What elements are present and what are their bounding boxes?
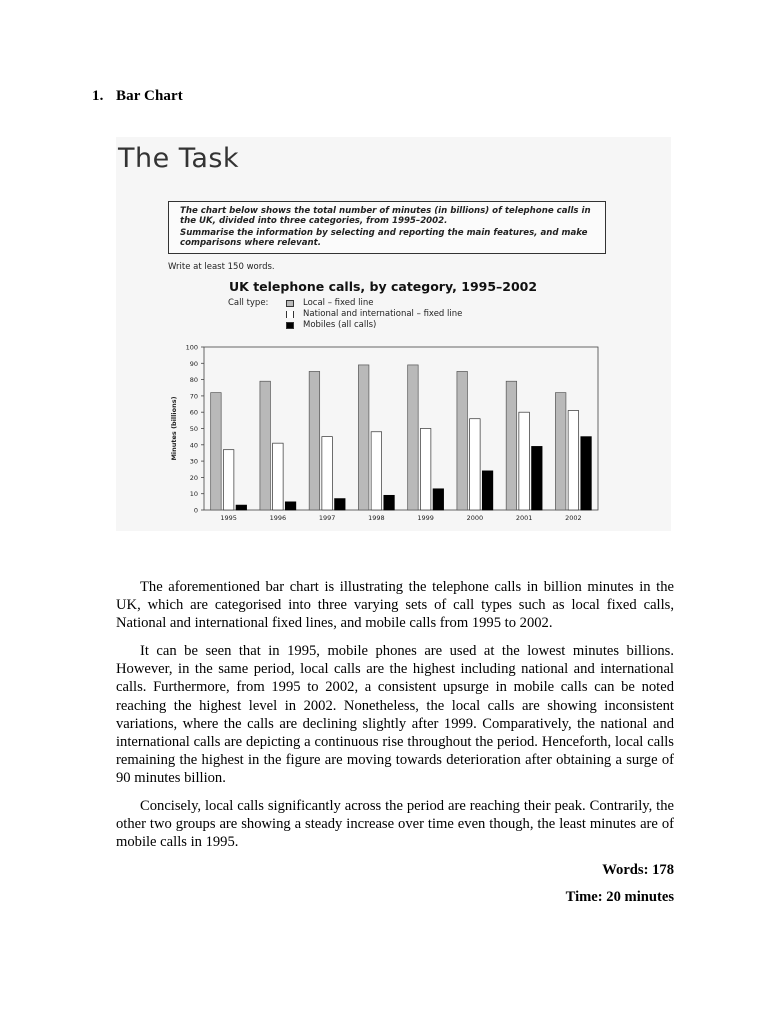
bar-mobile: [581, 437, 592, 510]
task-prompt-description: The chart below shows the total number of minutes (in billions) of telephone calls in the UK, divided into three categories, from 1995–2002.: [180, 206, 591, 226]
bar-local: [506, 381, 517, 510]
bar-national: [322, 437, 333, 510]
y-tick-label: 100: [185, 343, 198, 352]
task-image: [116, 137, 671, 531]
y-tick-label: 0: [193, 506, 198, 515]
word-count: Words: 178: [602, 862, 674, 878]
essay-paragraph-3: Concisely, local calls significantly across the period are reaching their peak. Contrarily, the other two groups are showing a steady increase over time even though, the least minutes are of mobile calls in 1995.: [116, 798, 674, 851]
y-tick-label: 90: [189, 359, 198, 368]
bar-mobile: [482, 471, 493, 510]
essay-body: [116, 578, 674, 861]
x-tick-label: 2000: [466, 514, 484, 522]
x-tick-label: 1999: [417, 514, 434, 522]
essay-paragraph-2: It can be seen that in 1995, mobile phones are used at the lowest minutes billions. However, in the same period, local calls are the highest including national and international calls. Furthermore, from 1995 to 2002, a consistent upsurge in mobile calls can be noted reaching the highest level in 2002. Nonetheless, the local calls are showing inconsistent variations, where the calls are declining slightly after 1999. Comparatively, the national and international calls are depicting a continuous rise throughout the period. Henceforth, local calls remaining the highest in the figure are moving towards deterioration after obtaining a surge of 90 minutes billion.: [116, 643, 674, 786]
x-tick-label: 1995: [220, 514, 237, 522]
bar-national: [519, 412, 530, 510]
essay-paragraph-1: The aforementioned bar chart is illustrating the telephone calls in billion minutes in the UK, which are categorised into three varying sets of call types such as local fixed calls, National and international fixed lines, and mobile calls from 1995 to 2002.: [116, 579, 674, 632]
bar-local: [457, 371, 468, 510]
x-tick-label: 1998: [368, 514, 385, 522]
bar-mobile: [384, 495, 395, 510]
bar-mobile: [335, 499, 346, 510]
legend-call-type-label: Call type:: [228, 298, 269, 308]
bar-national: [420, 429, 431, 511]
bar-mobile: [433, 489, 444, 510]
x-tick-label: 1997: [318, 514, 336, 522]
section-title: Bar Chart: [116, 88, 183, 104]
y-tick-label: 20: [189, 473, 198, 482]
y-tick-label: 50: [189, 425, 198, 433]
y-tick-label: 10: [189, 490, 198, 499]
y-tick-label: 70: [189, 392, 198, 401]
bar-national: [470, 419, 481, 510]
y-tick-label: 30: [189, 457, 198, 466]
x-tick-label: 1996: [269, 514, 287, 522]
task-prompt-instruction: Summarise the information by selecting and reporting the main features, and make comparisons where relevant.: [180, 228, 588, 248]
bar-mobile: [236, 505, 247, 510]
x-tick-label: 2002: [565, 514, 582, 522]
bar-local: [309, 371, 320, 510]
bar-national: [223, 450, 234, 510]
chart-title: UK telephone calls, by category, 1995–2002: [229, 279, 538, 294]
bar-mobile: [285, 502, 296, 510]
bar-national: [568, 411, 579, 510]
bar-local: [555, 393, 566, 510]
y-tick-label: 60: [189, 408, 198, 417]
legend-label-local: Local – fixed line: [303, 298, 374, 308]
word-count-note: Write at least 150 words.: [168, 262, 275, 272]
bar-local: [408, 365, 419, 510]
section-number: 1.: [92, 88, 104, 104]
bar-chart: [116, 137, 671, 531]
bar-local: [358, 365, 369, 510]
legend-label-national: National and international – fixed line: [303, 309, 463, 319]
y-tick-label: 80: [189, 376, 198, 385]
bar-local: [260, 381, 271, 510]
y-tick-label: 40: [189, 441, 198, 450]
y-axis-label: Minutes (billions): [170, 396, 178, 461]
x-tick-label: 2001: [515, 514, 533, 522]
task-title: The Task: [118, 143, 240, 174]
legend-label-mobile: Mobiles (all calls): [303, 320, 377, 330]
section-heading: [92, 88, 183, 105]
time-taken: Time: 20 minutes: [565, 889, 674, 905]
bar-national: [371, 432, 382, 510]
bar-mobile: [532, 446, 543, 510]
bar-local: [211, 393, 222, 510]
bar-national: [273, 443, 284, 510]
